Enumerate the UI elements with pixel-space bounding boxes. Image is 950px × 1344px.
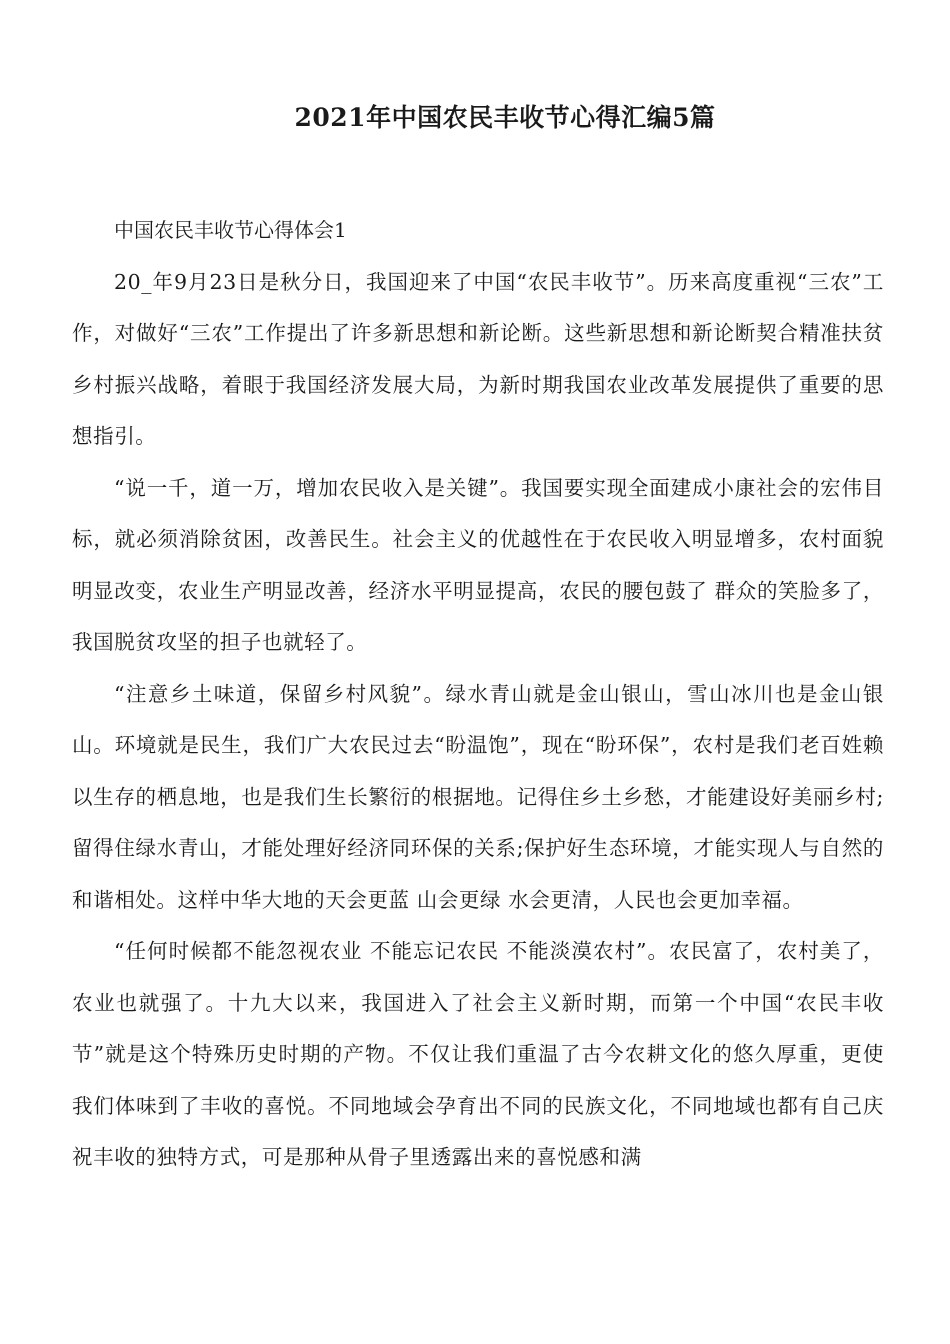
- paragraph-2: “说一千，道一万，增加农民收入是关键”。我国要实现全面建成小康社会的宏伟目标，就必须消除贫困，改善民生。社会主义的优越性在于农民收入明显增多，农村面貌明显改变，农业生产明显改善，经济水平明显提高，农民的腰包鼓了 群众的笑脸多了，我国脱贫攻坚的担子也就轻了。: [72, 475, 884, 654]
- document-body: [72, 205, 884, 1184]
- paragraph-4: “任何时候都不能忽视农业 不能忘记农民 不能淡漠农村”。农民富了，农村美了，农业也就强了。十九大以来，我国进入了社会主义新时期，而第一个中国“农民丰收节”就是这个特殊历史时期的产物。不仅让我们重温了古今农耕文化的悠久厚重，更使我们体味到了丰收的喜悦。不同地域会孕育出不同的民族文化，不同地域也都有自己庆祝丰收的独特方式，可是那种从骨子里透露出来的喜悦感和满: [72, 939, 884, 1169]
- section-heading: 中国农民丰收节心得体会1: [114, 218, 347, 242]
- document-title: 2021年中国农民丰收节心得汇编5篇: [294, 103, 716, 132]
- paragraph-1: 20_年9月23日是秋分日，我国迎来了中国“农民丰收节”。历来高度重视“三农”工作，对做好“三农”工作提出了许多新思想和新论断。这些新思想和新论断契合精准扶贫 乡村振兴战略，着眼于我国经济发展大局，为新时期我国农业改革发展提供了重要的思想指引。: [72, 269, 884, 448]
- paragraph-3: “注意乡土味道，保留乡村风貌”。绿水青山就是金山银山，雪山冰川也是金山银山。环境就是民生，我们广大农民过去“盼温饱”，现在“盼环保”，农村是我们老百姓赖以生存的栖息地，也是我们生长繁衍的根据地。记得住乡土乡愁，才能建设好美丽乡村;留得住绿水青山，才能处理好经济同环保的关系;保护好生态环境，才能实现人与自然的和谐相处。这样中华大地的天会更蓝 山会更绿 水会更清，人民也会更加幸福。: [72, 681, 884, 912]
